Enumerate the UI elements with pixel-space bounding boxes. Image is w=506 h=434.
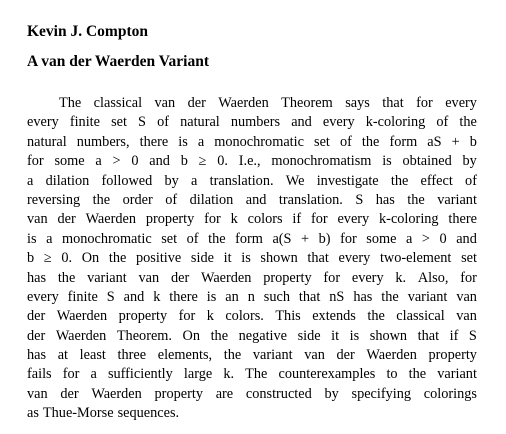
abstract-line: fails for a sufficiently large k. The counterexamples to the variant <box>27 366 477 383</box>
abstract-line: has at least three elements, the variant van der Waerden property <box>27 347 477 364</box>
abstract-line: natural numbers, there is a monochromatic set of the form aS + b <box>27 133 477 150</box>
abstract-line: van der Waerden property for k colors if for every k-coloring there <box>27 211 477 228</box>
abstract-line: der Waerden Theorem. On the negative side it is shown that if S <box>27 327 477 344</box>
author-name: Kevin J. Compton <box>27 23 148 40</box>
abstract-line: is a monochromatic set of the form a(S + b) for some a > 0 and <box>27 230 477 247</box>
paper-page <box>27 22 477 424</box>
abstract-line: for some a > 0 and b ≥ 0. I.e., monochromatism is obtained by <box>27 153 477 170</box>
paper-title: A van der Waerden Variant <box>27 53 210 70</box>
abstract-line: der Waerden property for k colors. This extends the classical van <box>27 308 477 325</box>
abstract-line: has the variant van der Waerden property for every k. Also, for <box>27 269 477 286</box>
abstract-line: The classical van der Waerden Theorem says that for every <box>59 95 477 111</box>
abstract-line: every finite set S of natural numbers and every k-coloring of the <box>27 114 477 131</box>
abstract-line: van der Waerden property are constructed by specifying colorings <box>27 385 477 402</box>
abstract-line: reversing the order of dilation and translation. S has the variant <box>27 191 477 208</box>
abstract-line: every finite S and k there is an n such that nS has the variant van <box>27 288 477 305</box>
abstract-line: a dilation followed by a translation. We investigate the effect of <box>27 172 477 189</box>
abstract-line: b ≥ 0. On the positive side it is shown that every two-element set <box>27 250 477 267</box>
abstract-line: as Thue-Morse sequences. <box>27 405 180 422</box>
abstract <box>27 94 477 424</box>
